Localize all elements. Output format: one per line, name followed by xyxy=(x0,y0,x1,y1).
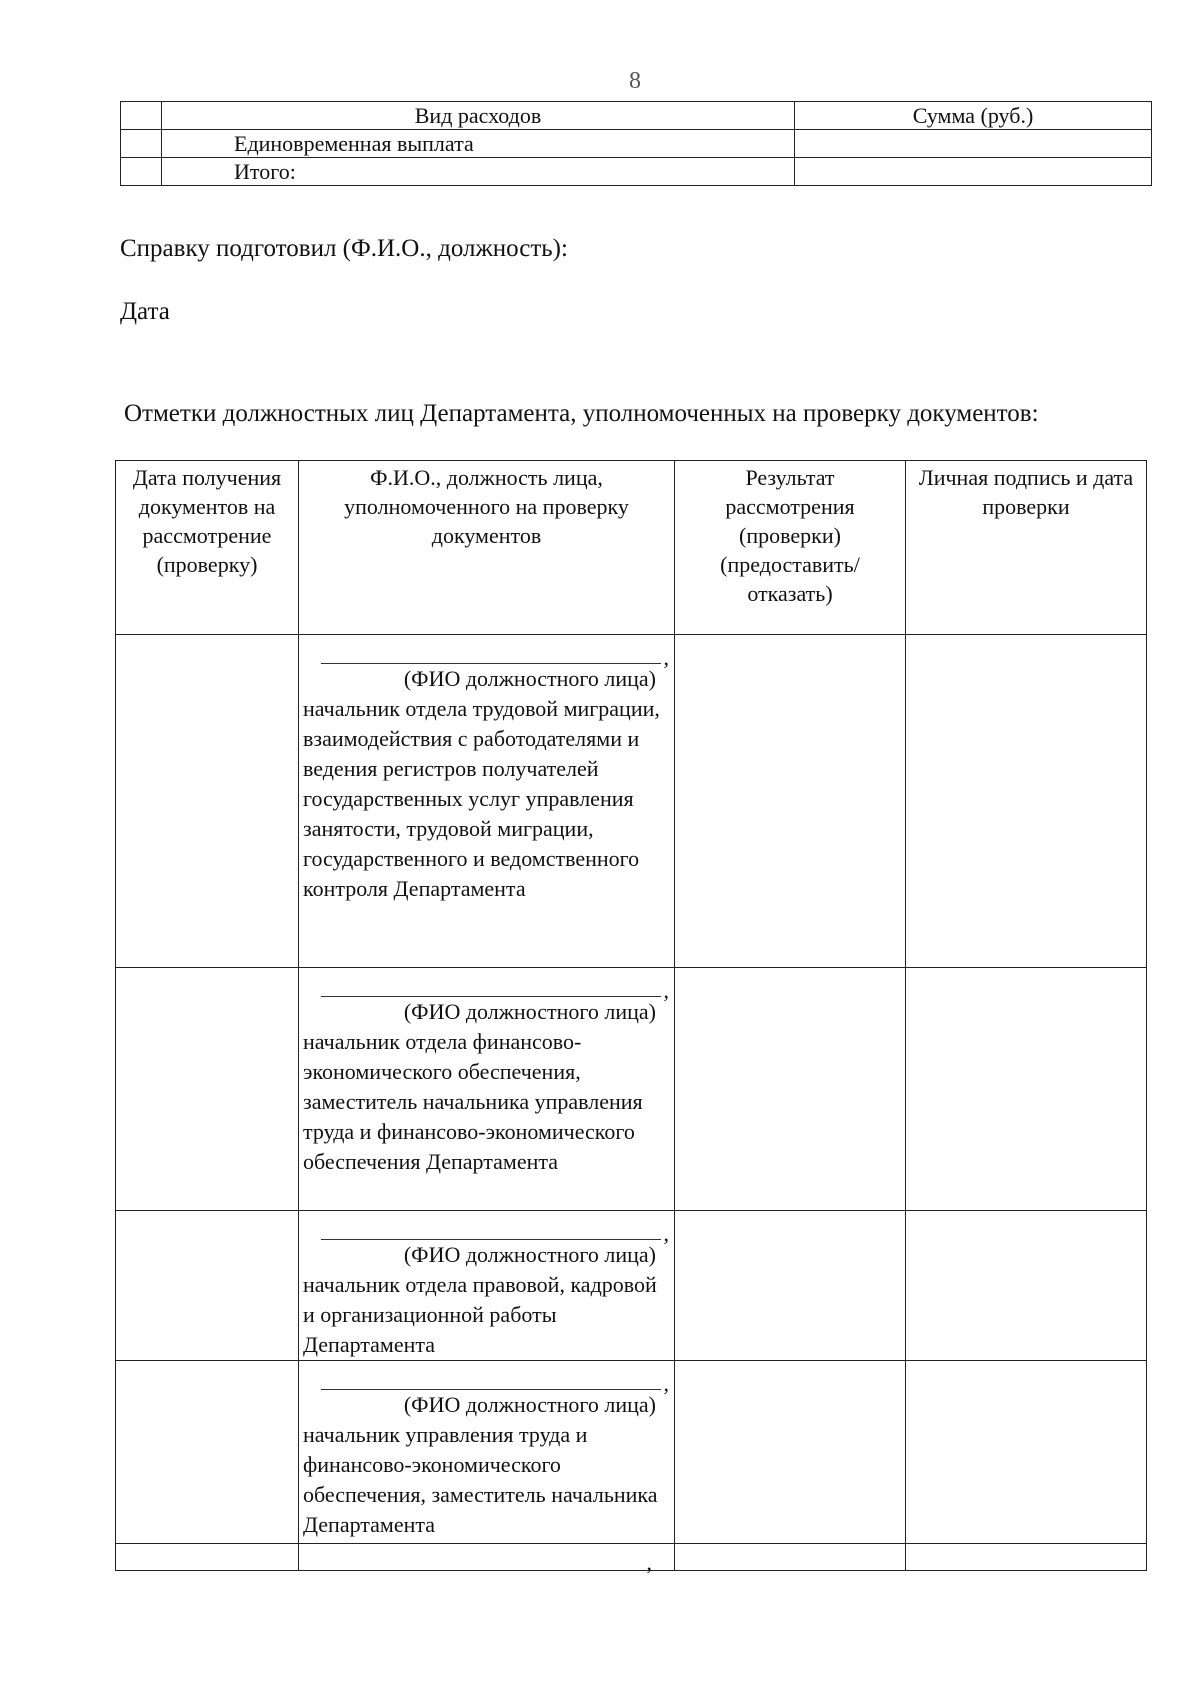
official-cell xyxy=(299,635,675,968)
comma: , xyxy=(663,1371,669,1396)
expense-index-cell xyxy=(121,158,162,186)
official-cell xyxy=(299,1211,675,1361)
receipt-date-cell xyxy=(116,1361,299,1544)
marks-heading: Отметки должностных лиц Департамента, уполномоченных на проверку документов: xyxy=(124,400,1039,427)
result-cell xyxy=(675,1544,906,1571)
official-role: начальник отдела финансово-экономического обеспечения, заместитель начальника управления труда и финансово-экономического обеспечения Департамента xyxy=(303,1029,643,1174)
fio-caption: (ФИО должностного лица) xyxy=(403,666,656,691)
verification-row-empty xyxy=(116,1544,1147,1571)
expense-total-row xyxy=(121,158,1152,186)
expense-table xyxy=(120,101,1152,186)
header-signature: Личная подпись и дата проверки xyxy=(906,461,1147,635)
comma: , xyxy=(646,1550,652,1575)
verification-row xyxy=(116,1211,1147,1361)
signature-cell xyxy=(906,1361,1147,1544)
result-cell xyxy=(675,1361,906,1544)
comma: , xyxy=(663,1221,669,1246)
official-role: начальник управления труда и финансово-экономического обеспечения, заместитель начальника Департамента xyxy=(303,1422,658,1537)
comma: , xyxy=(663,645,669,670)
prepared-by-label: Справку подготовил (Ф.И.О., должность): xyxy=(120,235,568,262)
signature-line xyxy=(321,1217,669,1246)
signature-cell xyxy=(906,1544,1147,1571)
expense-total-sum xyxy=(795,158,1152,186)
result-cell xyxy=(675,1211,906,1361)
expense-total-label: Итого: xyxy=(162,158,795,186)
verification-header-row xyxy=(116,461,1147,635)
receipt-date-cell xyxy=(116,1544,299,1571)
signature-cell xyxy=(906,968,1147,1211)
header-official: Ф.И.О., должность лица, уполномоченного на проверку документов xyxy=(299,461,675,635)
official-cell xyxy=(299,1544,675,1575)
expense-index-cell xyxy=(121,130,162,158)
signature-line xyxy=(321,1367,669,1396)
fio-caption: (ФИО должностного лица) xyxy=(403,1392,656,1417)
expense-type-header: Вид расходов xyxy=(162,102,795,130)
expense-type-cell: Единовременная выплата xyxy=(162,130,795,158)
fio-caption: (ФИО должностного лица) xyxy=(403,999,656,1024)
official-role: начальник отдела трудовой миграции, взаимодействия с работодателями и ведения регистров получателей государственных услуг управления занятости, трудовой миграции, государственного и ведомственного контроля Департамента xyxy=(303,696,660,901)
comma: , xyxy=(663,978,669,1003)
official-cell xyxy=(299,968,675,1211)
signature-cell xyxy=(906,1211,1147,1361)
official-cell xyxy=(299,1361,675,1544)
verification-row xyxy=(116,1361,1147,1544)
header-receipt-date: Дата получения документов на рассмотрение (проверку) xyxy=(116,461,299,635)
date-label: Дата xyxy=(120,298,170,325)
signature-line xyxy=(321,974,669,1003)
header-result: Результат рассмотрения (проверки) (предоставить/ отказать) xyxy=(675,461,906,635)
signature-line xyxy=(321,641,669,670)
expense-sum-cell xyxy=(795,130,1152,158)
expense-header-row xyxy=(121,102,1152,130)
result-cell xyxy=(675,968,906,1211)
receipt-date-cell xyxy=(116,1211,299,1361)
expense-sum-header: Сумма (руб.) xyxy=(795,102,1152,130)
verification-table xyxy=(115,460,1147,1575)
verification-row xyxy=(116,635,1147,968)
expense-row xyxy=(121,130,1152,158)
page-number: 8 xyxy=(629,68,641,94)
receipt-date-cell xyxy=(116,968,299,1211)
signature-cell xyxy=(906,635,1147,968)
verification-row xyxy=(116,968,1147,1211)
expense-index-cell xyxy=(121,102,162,130)
fio-caption: (ФИО должностного лица) xyxy=(403,1242,656,1267)
receipt-date-cell xyxy=(116,635,299,968)
official-role: начальник отдела правовой, кадровой и организационной работы Департамента xyxy=(303,1272,657,1357)
result-cell xyxy=(675,635,906,968)
